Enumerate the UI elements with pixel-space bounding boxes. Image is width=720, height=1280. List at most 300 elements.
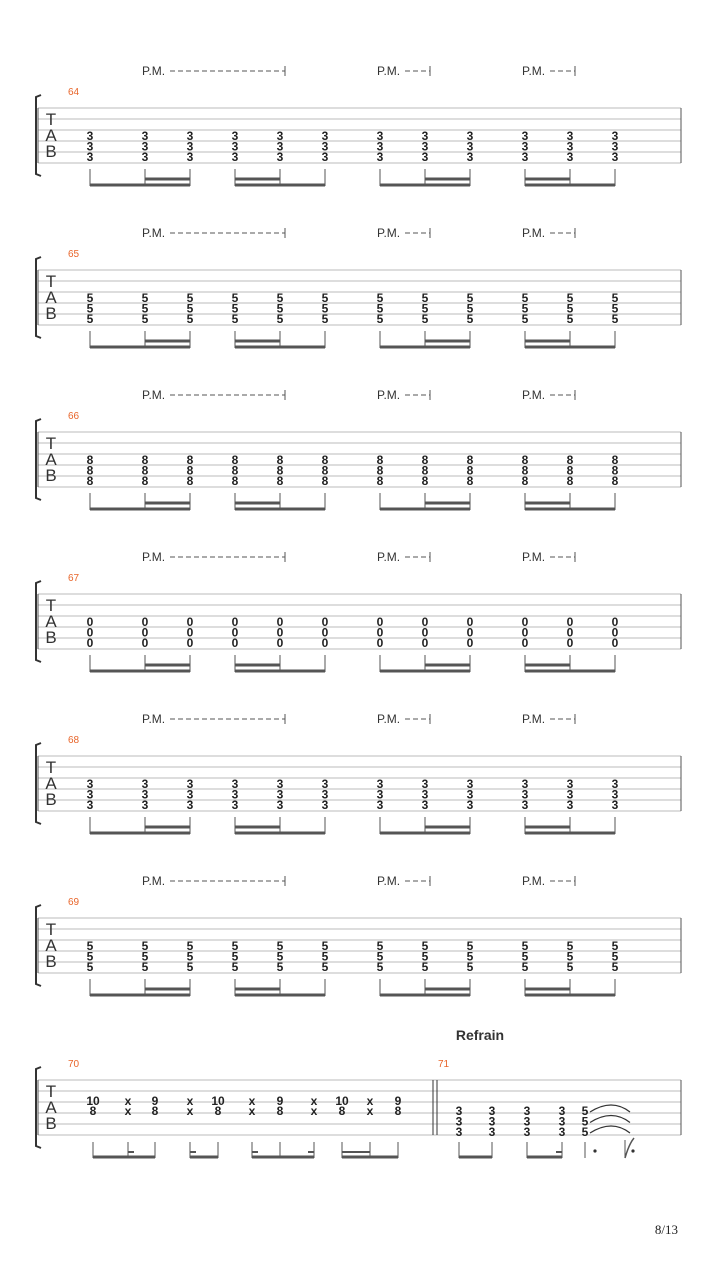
fret-number: 8	[466, 463, 474, 478]
fret-number: 8	[611, 463, 619, 478]
fret-number: 3	[455, 1125, 463, 1139]
fret-number: 5	[566, 301, 574, 316]
fret-number: 5	[376, 960, 384, 974]
fret-number: 3	[421, 798, 429, 812]
fret-number: 5	[581, 1114, 589, 1129]
fret-number: 3	[558, 1125, 566, 1139]
fret-number: 3	[466, 787, 474, 802]
fret-number: 3	[376, 787, 384, 802]
fret-number: 5	[231, 312, 239, 326]
fret-number: 5	[276, 301, 284, 316]
fret-number: x	[366, 1094, 374, 1108]
fret-number: 3	[566, 798, 574, 812]
fret-number: 5	[186, 301, 194, 316]
fret-number: 8	[376, 463, 384, 478]
fret-number: 8	[186, 463, 194, 478]
fret-number: 8	[394, 1104, 402, 1118]
fret-number: 5	[466, 291, 474, 305]
fret-number: 0	[186, 625, 194, 640]
fret-number: 5	[376, 312, 384, 326]
palm-mute-label: P.M.	[142, 226, 166, 240]
fret-number: 3	[141, 777, 149, 791]
palm-mute-label: P.M.	[142, 388, 166, 402]
fret-number: 8	[141, 474, 149, 488]
fret-number: 5	[186, 291, 194, 305]
fret-number: 5	[466, 939, 474, 953]
palm-mute-label: P.M.	[522, 64, 546, 78]
fret-number: 3	[141, 150, 149, 164]
fret-number: 5	[581, 1125, 589, 1139]
tab-clef-letter: A	[45, 936, 57, 955]
fret-number: 5	[521, 960, 529, 974]
fret-number: 3	[276, 150, 284, 164]
fret-number: 3	[186, 777, 194, 791]
fret-number: 3	[421, 787, 429, 802]
bar-number: 68	[68, 735, 80, 746]
fret-number: 3	[321, 777, 329, 791]
fret-number: 8	[566, 463, 574, 478]
fret-number: 0	[611, 636, 619, 650]
fret-number: 3	[421, 129, 429, 143]
fret-number: 3	[421, 139, 429, 154]
fret-number: 3	[488, 1114, 496, 1129]
tie-arc	[590, 1126, 630, 1133]
fret-number: 5	[276, 939, 284, 953]
fret-number: 8	[521, 453, 529, 467]
palm-mute-label: P.M.	[522, 388, 546, 402]
fret-number: 0	[186, 615, 194, 629]
fret-number: 3	[86, 787, 94, 802]
fret-number: 8	[321, 474, 329, 488]
fret-number: 10	[211, 1094, 225, 1108]
fret-number: 3	[566, 787, 574, 802]
palm-mute-label: P.M.	[522, 550, 546, 564]
eighth-flag	[625, 1138, 634, 1158]
fret-number: 0	[86, 636, 94, 650]
fret-number: 9	[394, 1094, 402, 1108]
fret-number: 3	[611, 129, 619, 143]
tab-clef-letter: T	[45, 758, 57, 777]
fret-number: 0	[611, 625, 619, 640]
fret-number: 3	[558, 1104, 566, 1118]
fret-number: 8	[276, 463, 284, 478]
fret-number: x	[310, 1094, 318, 1108]
fret-number: 8	[611, 474, 619, 488]
fret-number: 0	[186, 636, 194, 650]
fret-number: 0	[376, 615, 384, 629]
fret-number: x	[186, 1094, 194, 1108]
fret-number: 8	[231, 453, 239, 467]
bar-number: 65	[68, 249, 80, 260]
fret-number: 5	[521, 301, 529, 316]
fret-number: 5	[421, 939, 429, 953]
fret-number: x	[248, 1104, 256, 1118]
tab-clef-letter: T	[45, 596, 57, 615]
fret-number: 5	[611, 312, 619, 326]
fret-number: 5	[376, 291, 384, 305]
fret-number: 0	[566, 615, 574, 629]
fret-number: 3	[376, 129, 384, 143]
fret-number: 5	[321, 939, 329, 953]
fret-number: 5	[86, 291, 94, 305]
fret-number: 5	[466, 301, 474, 316]
fret-number: 0	[141, 615, 149, 629]
tab-clef-letter: B	[45, 304, 57, 323]
fret-number: 8	[141, 463, 149, 478]
bar-number: 66	[68, 411, 80, 422]
fret-number: 3	[276, 787, 284, 802]
fret-number: 5	[231, 960, 239, 974]
fret-number: 8	[89, 1104, 97, 1118]
palm-mute-label: P.M.	[522, 226, 546, 240]
palm-mute-label: P.M.	[377, 226, 401, 240]
fret-number: 3	[231, 798, 239, 812]
fret-number: 0	[321, 636, 329, 650]
fret-number: 3	[321, 787, 329, 802]
tab-clef-letter: B	[45, 1114, 57, 1133]
tab-clef-letter: T	[45, 920, 57, 939]
fret-number: 5	[611, 939, 619, 953]
fret-number: 5	[141, 301, 149, 316]
tab-clef-letter: A	[45, 774, 57, 793]
fret-number: 0	[421, 636, 429, 650]
fret-number: 5	[421, 312, 429, 326]
fret-number: 8	[421, 463, 429, 478]
fret-number: 5	[276, 949, 284, 964]
fret-number: 5	[466, 949, 474, 964]
fret-number: 3	[566, 129, 574, 143]
fret-number: 3	[611, 798, 619, 812]
fret-number: 8	[338, 1104, 346, 1118]
fret-number: 0	[231, 636, 239, 650]
fret-number: 3	[466, 798, 474, 812]
fret-number: 3	[421, 777, 429, 791]
palm-mute-label: P.M.	[377, 388, 401, 402]
fret-number: 0	[521, 625, 529, 640]
fret-number: 0	[466, 636, 474, 650]
fret-number: 5	[321, 960, 329, 974]
fret-number: 3	[466, 129, 474, 143]
fret-number: 8	[276, 453, 284, 467]
fret-number: 5	[466, 960, 474, 974]
fret-number: 8	[231, 474, 239, 488]
fret-number: 8	[421, 474, 429, 488]
fret-number: 0	[376, 636, 384, 650]
bar-number: 64	[68, 87, 80, 98]
fret-number: 5	[141, 949, 149, 964]
fret-number: 5	[581, 1104, 589, 1118]
fret-number: 5	[231, 291, 239, 305]
fret-number: 3	[521, 150, 529, 164]
fret-number: 0	[421, 615, 429, 629]
palm-mute-label: P.M.	[377, 64, 401, 78]
fret-number: 3	[276, 798, 284, 812]
fret-number: 3	[376, 798, 384, 812]
fret-number: 5	[566, 291, 574, 305]
fret-number: 5	[186, 960, 194, 974]
fret-number: 3	[276, 139, 284, 154]
fret-number: 0	[421, 625, 429, 640]
fret-number: 3	[521, 787, 529, 802]
fret-number: 3	[276, 129, 284, 143]
fret-number: 0	[276, 636, 284, 650]
tab-clef-letter: A	[45, 288, 57, 307]
fret-number: 3	[86, 777, 94, 791]
tab-clef-letter: T	[45, 1082, 57, 1101]
fret-number: 8	[186, 453, 194, 467]
tie-arc	[590, 1105, 630, 1112]
tab-clef-letter: T	[45, 434, 57, 453]
fret-number: 0	[466, 625, 474, 640]
fret-number: 3	[566, 777, 574, 791]
fret-number: 3	[141, 787, 149, 802]
tab-clef-letter: A	[45, 612, 57, 631]
tab-clef-letter: B	[45, 790, 57, 809]
fret-number: 3	[523, 1104, 531, 1118]
fret-number: 5	[86, 939, 94, 953]
fret-number: 5	[566, 960, 574, 974]
fret-number: 5	[421, 960, 429, 974]
fret-number: 8	[466, 474, 474, 488]
fret-number: 5	[141, 291, 149, 305]
fret-number: 8	[186, 474, 194, 488]
fret-number: x	[248, 1094, 256, 1108]
fret-number: 3	[186, 787, 194, 802]
fret-number: 8	[231, 463, 239, 478]
augmentation-dot	[593, 1149, 596, 1152]
fret-number: 3	[521, 139, 529, 154]
fret-number: 8	[421, 453, 429, 467]
fret-number: 5	[611, 960, 619, 974]
fret-number: 8	[521, 463, 529, 478]
fret-number: 8	[376, 453, 384, 467]
fret-number: 8	[86, 453, 94, 467]
fret-number: 3	[466, 777, 474, 791]
fret-number: 8	[276, 1104, 284, 1118]
fret-number: 8	[86, 463, 94, 478]
tab-clef-letter: B	[45, 628, 57, 647]
fret-number: 5	[186, 939, 194, 953]
fret-number: 3	[376, 150, 384, 164]
fret-number: 3	[186, 139, 194, 154]
fret-number: 3	[321, 798, 329, 812]
fret-number: 5	[376, 939, 384, 953]
fret-number: 5	[421, 291, 429, 305]
fret-number: 3	[141, 139, 149, 154]
fret-number: 8	[611, 453, 619, 467]
fret-number: 5	[521, 291, 529, 305]
fret-number: 0	[141, 636, 149, 650]
palm-mute-label: P.M.	[142, 550, 166, 564]
fret-number: 3	[231, 787, 239, 802]
fret-number: 3	[231, 777, 239, 791]
fret-number: 5	[141, 939, 149, 953]
fret-number: 5	[376, 949, 384, 964]
fret-number: 3	[86, 150, 94, 164]
fret-number: 3	[276, 777, 284, 791]
fret-number: 8	[466, 453, 474, 467]
fret-number: 8	[276, 474, 284, 488]
fret-number: 3	[523, 1114, 531, 1129]
bar-number: 70	[68, 1059, 80, 1070]
fret-number: 8	[321, 453, 329, 467]
fret-number: 5	[276, 291, 284, 305]
fret-number: 5	[321, 291, 329, 305]
fret-number: 3	[521, 129, 529, 143]
fret-number: 8	[321, 463, 329, 478]
fret-number: x	[310, 1104, 318, 1118]
palm-mute-label: P.M.	[377, 712, 401, 726]
fret-number: 8	[86, 474, 94, 488]
fret-number: 3	[566, 139, 574, 154]
fret-number: 0	[521, 615, 529, 629]
fret-number: 5	[466, 312, 474, 326]
page-number: 8/13	[654, 1222, 678, 1237]
fret-number: 3	[376, 777, 384, 791]
fret-number: 3	[231, 150, 239, 164]
tab-clef-letter: T	[45, 272, 57, 291]
fret-number: 8	[521, 474, 529, 488]
fret-number: 0	[611, 615, 619, 629]
fret-number: 8	[566, 474, 574, 488]
fret-number: 5	[611, 301, 619, 316]
fret-number: 3	[231, 129, 239, 143]
palm-mute-label: P.M.	[142, 712, 166, 726]
fret-number: 0	[231, 625, 239, 640]
fret-number: x	[186, 1104, 194, 1118]
fret-number: 5	[376, 301, 384, 316]
fret-number: 3	[466, 150, 474, 164]
fret-number: 3	[321, 150, 329, 164]
fret-number: 3	[466, 139, 474, 154]
fret-number: 5	[276, 312, 284, 326]
fret-number: 5	[141, 960, 149, 974]
fret-number: x	[366, 1104, 374, 1118]
fret-number: 5	[231, 949, 239, 964]
bar-number: 67	[68, 573, 80, 584]
palm-mute-label: P.M.	[142, 874, 166, 888]
fret-number: 3	[86, 798, 94, 812]
fret-number: 3	[141, 798, 149, 812]
fret-number: 5	[611, 949, 619, 964]
section-label-refrain: Refrain	[455, 1027, 505, 1043]
fret-number: 8	[151, 1104, 159, 1118]
tie-arc	[590, 1116, 630, 1123]
fret-number: 5	[141, 312, 149, 326]
fret-number: 5	[611, 291, 619, 305]
fret-number: 5	[86, 301, 94, 316]
fret-number: x	[124, 1104, 132, 1118]
palm-mute-label: P.M.	[377, 550, 401, 564]
fret-number: 5	[321, 949, 329, 964]
fret-number: 5	[231, 301, 239, 316]
fret-number: 0	[376, 625, 384, 640]
fret-number: 3	[231, 139, 239, 154]
tab-clef-letter: B	[45, 142, 57, 161]
fret-number: 0	[276, 615, 284, 629]
fret-number: 3	[455, 1104, 463, 1118]
fret-number: 3	[521, 777, 529, 791]
fret-number: 5	[521, 312, 529, 326]
fret-number: 3	[86, 139, 94, 154]
tab-clef-letter: B	[45, 466, 57, 485]
fret-number: 5	[86, 960, 94, 974]
fret-number: 0	[141, 625, 149, 640]
fret-number: 3	[421, 150, 429, 164]
fret-number: 3	[521, 798, 529, 812]
fret-number: 10	[335, 1094, 349, 1108]
fret-number: 5	[186, 949, 194, 964]
fret-number: 0	[321, 625, 329, 640]
palm-mute-label: P.M.	[522, 874, 546, 888]
fret-number: 3	[376, 139, 384, 154]
fret-number: 8	[566, 453, 574, 467]
fret-number: 8	[214, 1104, 222, 1118]
fret-number: 10	[86, 1094, 100, 1108]
tab-clef-letter: T	[45, 110, 57, 129]
palm-mute-label: P.M.	[142, 64, 166, 78]
fret-number: 3	[186, 798, 194, 812]
bar-number: 71	[438, 1059, 450, 1070]
fret-number: 3	[488, 1104, 496, 1118]
fret-number: 9	[151, 1094, 159, 1108]
tab-clef-letter: A	[45, 1098, 57, 1117]
fret-number: 5	[186, 312, 194, 326]
fret-number: 5	[321, 312, 329, 326]
fret-number: 5	[421, 949, 429, 964]
fret-number: 0	[566, 625, 574, 640]
fret-number: 3	[566, 150, 574, 164]
fret-number: 9	[276, 1094, 284, 1108]
fret-number: 0	[231, 615, 239, 629]
palm-mute-label: P.M.	[377, 874, 401, 888]
fret-number: 5	[521, 949, 529, 964]
tab-clef-letter: B	[45, 952, 57, 971]
fret-number: 5	[566, 312, 574, 326]
fret-number: 3	[321, 139, 329, 154]
fret-number: 3	[611, 777, 619, 791]
fret-number: 3	[488, 1125, 496, 1139]
fret-number: 0	[86, 615, 94, 629]
fret-number: 3	[321, 129, 329, 143]
fret-number: x	[124, 1094, 132, 1108]
fret-number: 5	[86, 312, 94, 326]
fret-number: 3	[186, 150, 194, 164]
augmentation-dot	[631, 1149, 634, 1152]
fret-number: 0	[276, 625, 284, 640]
fret-number: 5	[231, 939, 239, 953]
fret-number: 8	[141, 453, 149, 467]
fret-number: 3	[558, 1114, 566, 1129]
palm-mute-label: P.M.	[522, 712, 546, 726]
fret-number: 5	[86, 949, 94, 964]
tab-clef-letter: A	[45, 450, 57, 469]
fret-number: 3	[455, 1114, 463, 1129]
fret-number: 5	[566, 949, 574, 964]
fret-number: 3	[611, 150, 619, 164]
tab-clef-letter: A	[45, 126, 57, 145]
fret-number: 5	[276, 960, 284, 974]
fret-number: 3	[523, 1125, 531, 1139]
fret-number: 3	[141, 129, 149, 143]
fret-number: 3	[86, 129, 94, 143]
fret-number: 0	[321, 615, 329, 629]
fret-number: 3	[611, 787, 619, 802]
fret-number: 0	[566, 636, 574, 650]
fret-number: 0	[466, 615, 474, 629]
fret-number: 5	[566, 939, 574, 953]
fret-number: 5	[321, 301, 329, 316]
